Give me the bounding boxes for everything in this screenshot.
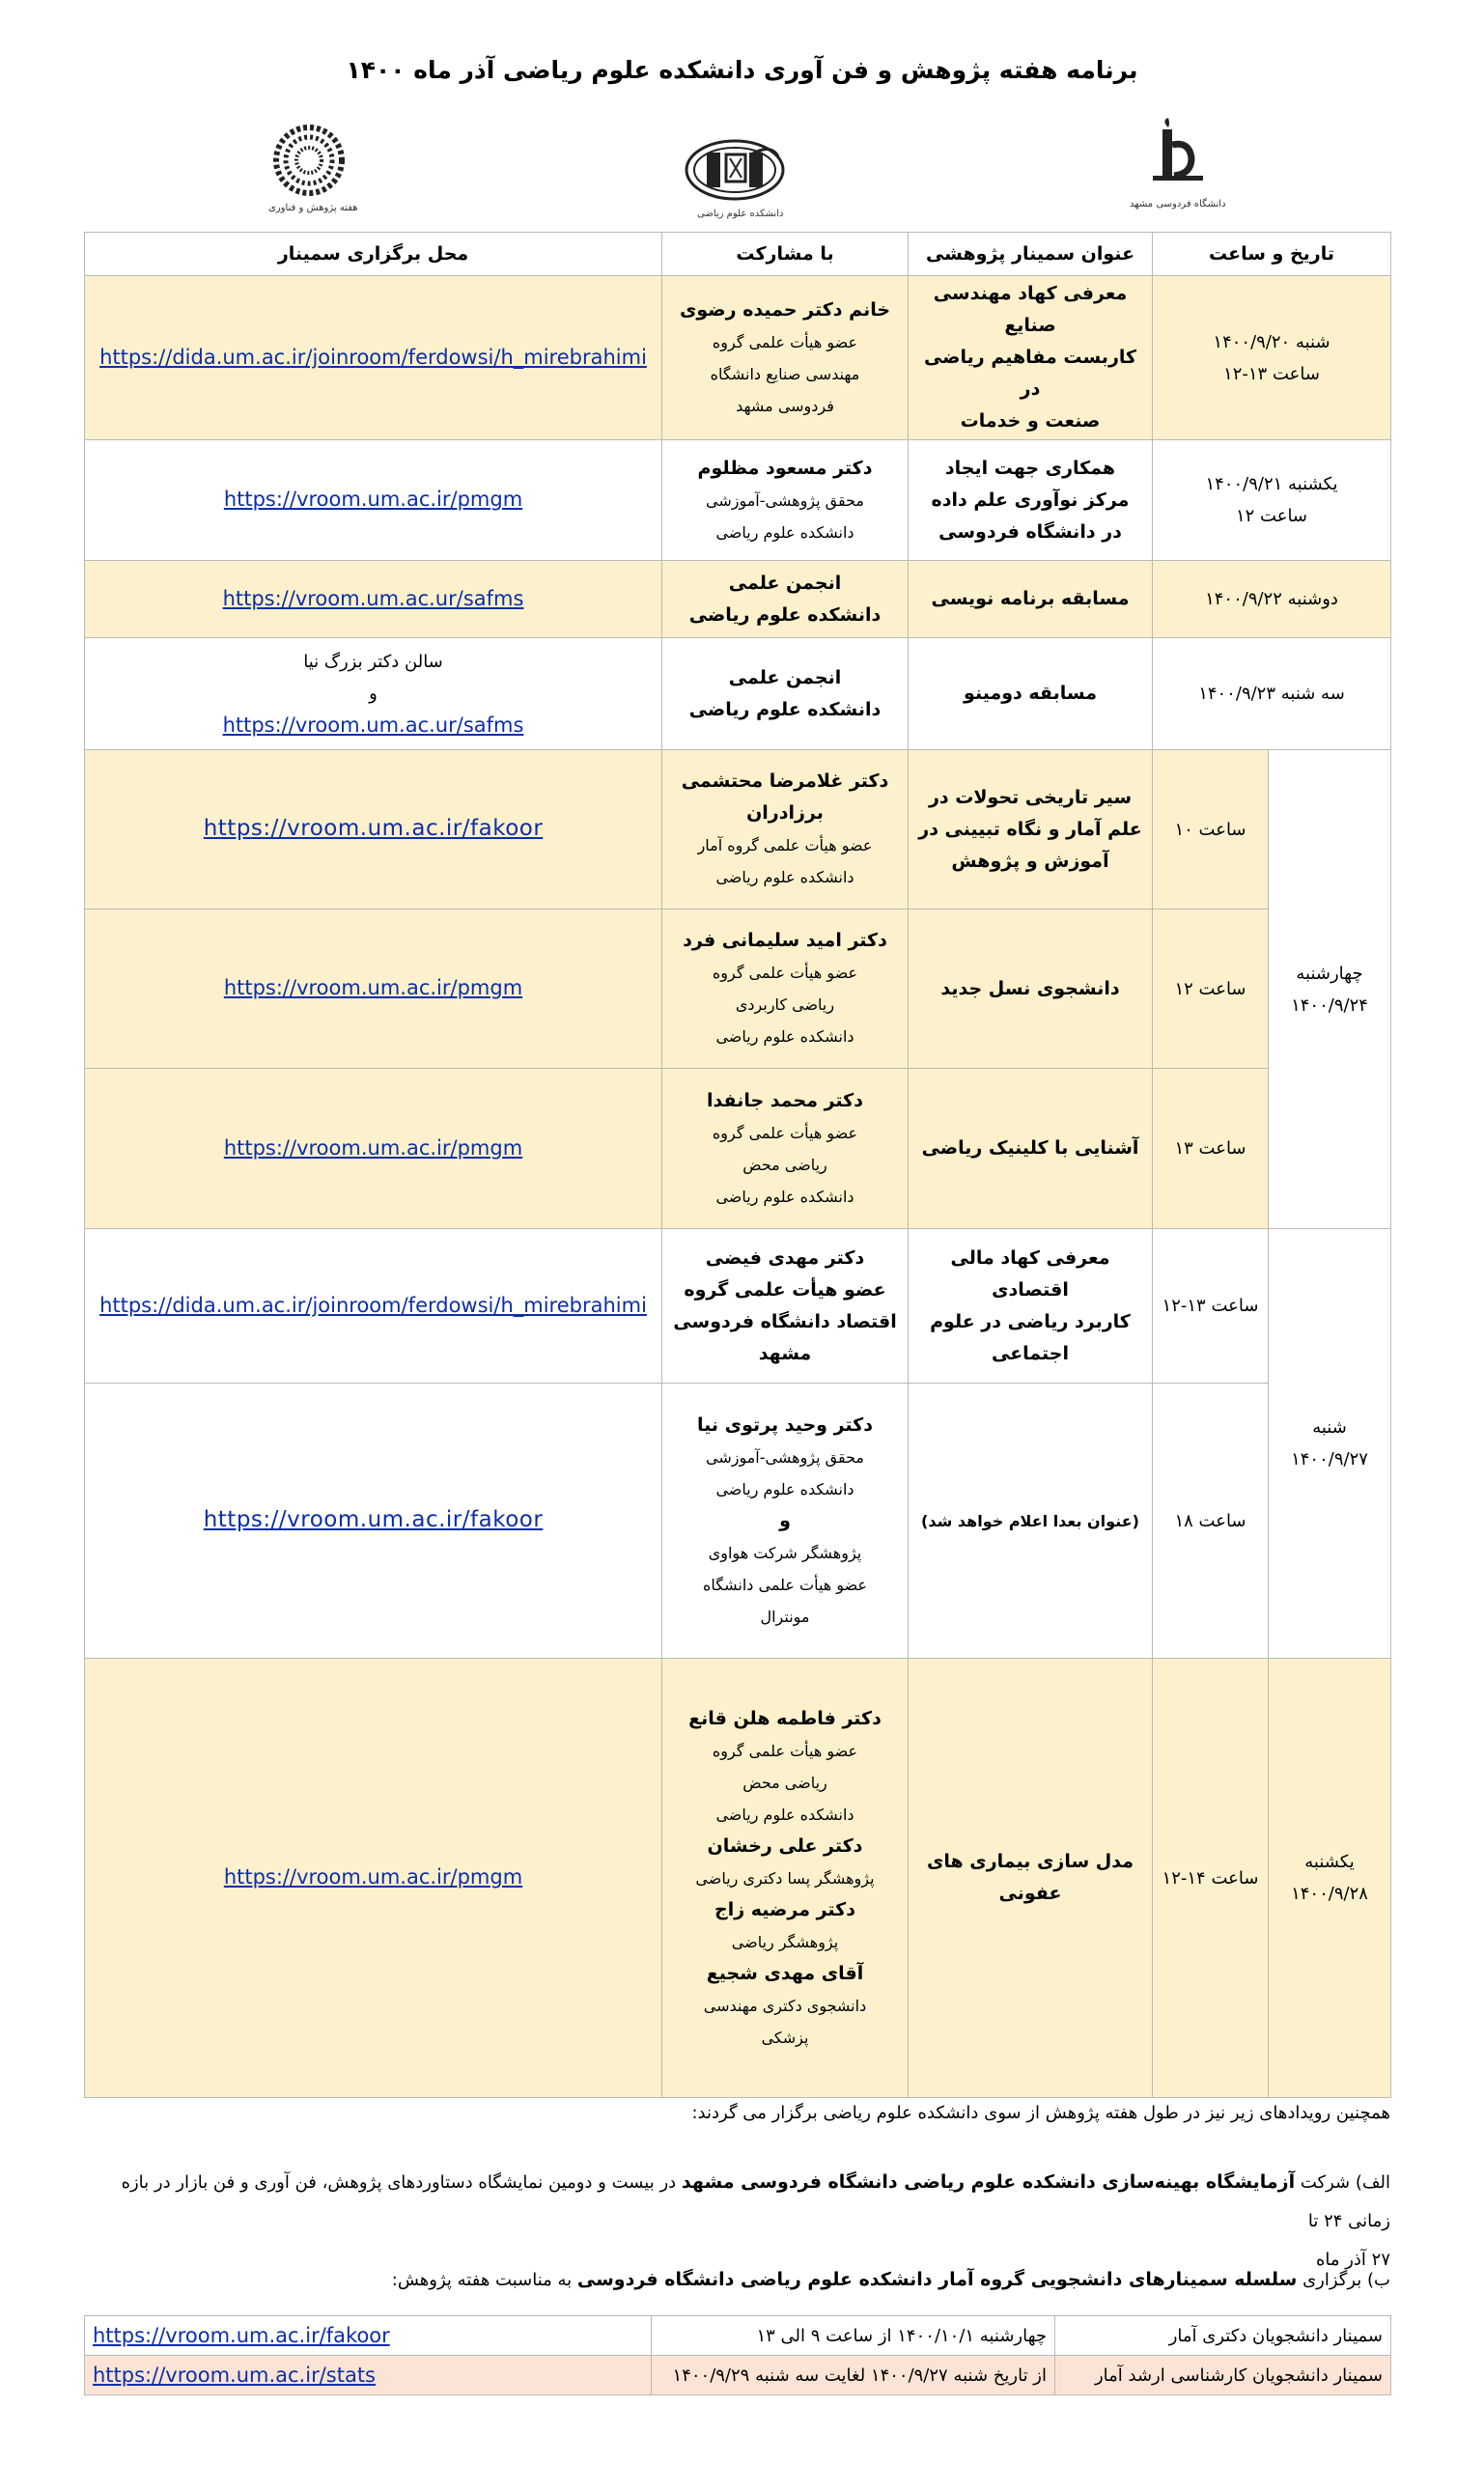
speaker-info: عضو هیأت علمی گروه [712, 964, 858, 982]
day-text: یکشنبه [1304, 1852, 1355, 1872]
speaker-info: دانشکده علوم ریاضی [715, 868, 854, 886]
note-a-line2: ۲۷ آذر ماه [1315, 2250, 1390, 2270]
venue-cell [85, 1229, 662, 1384]
speaker-name: دکتر علی رخشان [707, 1834, 863, 1857]
date-text: ۱۴۰۰/۹/۲۸ [1291, 1884, 1368, 1904]
speaker-name: دکتر وحید پرتوی نیا [697, 1413, 873, 1436]
topic-cell [909, 1069, 1153, 1229]
seminar-link[interactable]: https://vroom.um.ac.ir/stats [93, 2364, 376, 2387]
topic-line: معرفی کهاد مالی [950, 1246, 1110, 1269]
speaker-name: دکتر مهدی فیضی [705, 1246, 865, 1269]
venue-cell [85, 638, 662, 750]
speaker-info: مهندسی صنایع دانشگاه [710, 364, 860, 383]
speaker-name: دکتر امید سلیمانی فرد [683, 930, 887, 951]
time-text: ساعت ۱۳-۱۲ [1162, 1296, 1259, 1316]
table-header-row [85, 233, 1391, 276]
date-cell [1153, 440, 1391, 561]
day-text: شنبه [1312, 1417, 1347, 1438]
date-text: ۱۴۰۰/۹/۲۷ [1291, 1449, 1368, 1469]
speaker-info: دانشجوی دکتری مهندسی [703, 1996, 867, 2015]
table-row [85, 1384, 1391, 1659]
header-date: تاریخ و ساعت [1153, 233, 1391, 276]
topic-line: همکاری جهت ایجاد [944, 457, 1116, 479]
seminar-time: از تاریخ شنبه ۱۴۰۰/۹/۲۷ لغایت سه شنبه ۱۴۰۰/۹/۲۹ [652, 2356, 1055, 2395]
speaker-info: عضو هیأت علمی گروه آمار [697, 836, 873, 854]
venue-link[interactable]: https://vroom.um.ac.ir/pmgm [223, 1135, 523, 1160]
participants-cell [662, 1229, 909, 1384]
table-row [85, 440, 1391, 561]
venue-link[interactable]: https://vroom.um.ac.ir/pmgm [223, 1865, 523, 1889]
speaker-info: پژوهشگر پسا دکتری ریاضی [695, 1868, 875, 1888]
table-row [85, 1229, 1391, 1384]
venue-link[interactable]: https://dida.um.ac.ir/joinroom/ferdowsi/h_mirebrahimi [99, 345, 647, 369]
note-b-bold: سلسله سمینارهای دانشجویی گروه آمار دانشکده علوم ریاضی دانشگاه فردوسی [576, 2269, 1298, 2290]
day-cell [1269, 1229, 1391, 1659]
date-cell [1153, 638, 1391, 750]
venue-cell [85, 561, 662, 638]
speaker-info: محقق پژوهشی-آموزشی [706, 1447, 864, 1467]
participants-cell [662, 750, 909, 910]
table-row [85, 561, 1391, 638]
seminar-name: سمینار دانشجویان دکتری آمار [1055, 2316, 1391, 2356]
speaker-name: دکتر غلامرضا محتشمی [681, 770, 889, 792]
venue-link[interactable]: https://dida.um.ac.ir/joinroom/ferdowsi/h_mirebrahimi [99, 1293, 647, 1317]
table-row [85, 276, 1391, 440]
topic-cell [909, 750, 1153, 910]
topic-cell [909, 440, 1153, 561]
speaker-name: خانم دکتر حمیده رضوی [679, 298, 891, 321]
header-participants: با مشارکت [662, 233, 909, 276]
venue-link[interactable]: https://vroom.um.ac.ir/fakoor [203, 816, 544, 841]
seminar-link-cell [85, 2356, 652, 2395]
time-cell [1153, 1069, 1269, 1229]
speaker-name: انجمن علمی [728, 572, 842, 594]
time-text: ساعت ۱۲ [1235, 506, 1308, 526]
math-faculty-logo [682, 133, 788, 214]
time-cell [1153, 910, 1269, 1069]
speaker-info: عضو هیأت علمی گروه [712, 1741, 858, 1760]
date-cell [1153, 561, 1391, 638]
speaker-info: ریاضی محض [742, 1155, 827, 1174]
venue-cell [85, 440, 662, 561]
topic-line: آشنایی با کلینیک ریاضی [921, 1137, 1139, 1159]
speaker-name: عضو هیأت علمی گروه [684, 1278, 886, 1301]
topic-line: سیر تاریخی تحولات در [928, 786, 1133, 808]
topic-line: اجتماعی [991, 1342, 1070, 1364]
seminar-name: سمینار دانشجویان کارشناسی ارشد آمار [1055, 2356, 1391, 2395]
date-text: ۱۴۰۰/۹/۲۴ [1291, 994, 1368, 1016]
topic-cell [909, 1384, 1153, 1659]
speaker-name: دکتر مسعود مظلوم [697, 457, 873, 479]
day-text: چهارشنبه [1296, 963, 1363, 984]
venue-link[interactable]: https://vroom.um.ac.ur/safms [222, 713, 524, 737]
speaker-info: فردوسی مشهد [736, 396, 834, 415]
note-b [392, 2269, 1390, 2290]
participants-cell [662, 910, 909, 1069]
topic-line: کاربرد ریاضی در علوم [930, 1310, 1131, 1332]
note-b-prefix: ب) برگزاری [1302, 2270, 1390, 2290]
table-row [85, 1069, 1391, 1229]
venue-cell [85, 750, 662, 910]
participants-cell [662, 561, 909, 638]
speaker-name: برزادران [746, 802, 824, 824]
table-row [85, 910, 1391, 1069]
speaker-info: دانشکده علوم ریاضی [715, 1479, 854, 1498]
ferdowsi-logo-text: دانشگاه فردوسی مشهد [1130, 199, 1226, 210]
topic-cell [909, 638, 1153, 750]
header-venue: محل برگزاری سمینار [85, 233, 662, 276]
speaker-name: دانشکده علوم ریاضی [688, 698, 882, 720]
venue-cell [85, 276, 662, 440]
participants-cell [662, 638, 909, 750]
math-faculty-logo-text: دانشکده علوم ریاضی [697, 209, 784, 219]
speaker-info: پژوهشگر ریاضی [731, 1932, 839, 1951]
speaker-name: اقتصاد دانشگاه فردوسی [673, 1310, 897, 1332]
participants-cell [662, 440, 909, 561]
participants-cell [662, 1069, 909, 1229]
speaker-name: دکتر فاطمه هلن قانع [688, 1707, 882, 1729]
topic-line: (عنوان بعدا اعلام خواهد شد) [921, 1511, 1139, 1530]
topic-line: مسابقه دومینو [964, 683, 1097, 704]
note-a [94, 2163, 1390, 2280]
topic-line: عفونی [998, 1883, 1062, 1904]
topic-line: صنایع [1004, 315, 1056, 336]
speaker-info: دانشکده علوم ریاضی [715, 522, 854, 542]
topic-cell [909, 1229, 1153, 1384]
table-row [85, 2316, 1391, 2356]
speaker-info: ریاضی کاربردی [735, 995, 835, 1014]
venue-cell [85, 1384, 662, 1659]
topic-line: مدل سازی بیماری های [926, 1851, 1134, 1872]
ferdowsi-logo-icon [1139, 116, 1217, 193]
time-cell [1153, 1229, 1269, 1384]
time-text: ساعت ۱۰ [1174, 819, 1246, 840]
time-text: ساعت ۱۳ [1174, 1138, 1246, 1159]
schedule-table [84, 232, 1391, 2098]
note-a-bold: آزمایشگاه بهینه‌سازی دانشکده علوم ریاضی دانشگاه فردوسی مشهد [681, 2171, 1296, 2193]
participants-cell [662, 276, 909, 440]
speaker-info: دانشکده علوم ریاضی [715, 1805, 854, 1824]
topic-line: مرکز نوآوری علم داده [931, 489, 1130, 511]
table-row [85, 2356, 1391, 2395]
topic-line: صنعت و خدمات [960, 410, 1101, 432]
time-cell [1153, 750, 1269, 910]
speaker-name: مشهد [758, 1342, 812, 1364]
speaker-info: عضو هیأت علمی گروه [712, 1123, 858, 1142]
topic-line: آموزش و پژوهش [951, 850, 1109, 872]
page-title: برنامه هفته پژوهش و فن آوری دانشکده علوم ریاضی آذر ماه ۱۴۰۰ [346, 56, 1138, 84]
speaker-info: عضو هیأت علمی دانشگاه [703, 1575, 867, 1594]
math-faculty-logo-icon [682, 133, 788, 214]
date-text: شنبه ۱۴۰۰/۹/۲۰ [1213, 331, 1330, 352]
header-topic: عنوان سمینار پژوهشی [909, 233, 1153, 276]
table-row [85, 1659, 1391, 2098]
speaker-info: مونترال [760, 1607, 810, 1626]
seminar-link-cell [85, 2316, 652, 2356]
topic-cell [909, 276, 1153, 440]
participants-cell [662, 1384, 909, 1659]
speaker-info: دانشکده علوم ریاضی [715, 1027, 854, 1046]
speaker-name: دکتر محمد جانفدا [707, 1089, 863, 1111]
speaker-info: عضو هیأت علمی گروه [712, 332, 858, 351]
topic-line: معرفی کهاد مهندسی [933, 283, 1128, 304]
notes-intro: همچنین رویدادهای زیر نیز در طول هفته پژوهش از سوی دانشکده علوم ریاضی برگزار می گردند: [691, 2103, 1390, 2123]
seminar-time: چهارشنبه ۱۴۰۰/۱۰/۱ از ساعت ۹ الی ۱۳ [652, 2316, 1055, 2356]
speaker-info: ریاضی محض [742, 1773, 827, 1792]
venue-cell [85, 910, 662, 1069]
venue-cell [85, 1659, 662, 2098]
time-text: ساعت ۱۸ [1174, 1510, 1246, 1531]
topic-line: علم آمار و نگاه تبیینی در [918, 818, 1142, 840]
date-text: دوشنبه ۱۴۰۰/۹/۲۲ [1205, 589, 1338, 609]
time-text: ساعت ۱۲ [1174, 978, 1246, 999]
topic-cell [909, 561, 1153, 638]
table-row [85, 638, 1391, 750]
time-cell [1153, 1659, 1269, 2098]
speaker-info: پژوهشگر شرکت هواوی [708, 1543, 862, 1562]
ferdowsi-university-logo [1139, 116, 1217, 193]
venue-cell [85, 1069, 662, 1229]
note-a-prefix: الف) شرکت [1300, 2172, 1390, 2193]
venue-link[interactable]: https://vroom.um.ac.ur/safms [222, 586, 524, 610]
speaker-name: دانشکده علوم ریاضی [688, 603, 882, 626]
speaker-name: انجمن علمی [728, 666, 842, 688]
note-a-rest: در بیست و دومین نمایشگاه دستاوردهای پژوهش، فن آوری و فن بازار در بازه زمانی ۲۴ تا [121, 2172, 1390, 2231]
seminar-link[interactable]: https://vroom.um.ac.ir/fakoor [93, 2324, 390, 2347]
venue-and: و [369, 683, 378, 704]
participants-cell [662, 1659, 909, 2098]
date-text: سه شنبه ۱۴۰۰/۹/۲۳ [1198, 684, 1345, 704]
topic-line: در دانشگاه فردوسی [938, 520, 1122, 543]
table-row [85, 750, 1391, 910]
speaker-info: دانشکده علوم ریاضی [715, 1187, 854, 1206]
speaker-name: آقای مهدی شجیع [706, 1962, 864, 1984]
venue-link[interactable]: https://vroom.um.ac.ir/pmgm [223, 488, 523, 511]
research-week-logo-icon [270, 122, 348, 199]
day-cell [1269, 750, 1391, 1229]
time-cell [1153, 1384, 1269, 1659]
speaker-info: محقق پژوهشی-آموزشی [706, 490, 864, 510]
speaker-info: پزشکی [761, 2028, 809, 2047]
date-text: یکشنبه ۱۴۰۰/۹/۲۱ [1205, 474, 1338, 494]
speaker-and: و [779, 1509, 791, 1531]
time-text: ساعت ۱۴-۱۲ [1162, 1867, 1259, 1889]
speaker-name: دکتر مرضیه زاج [714, 1898, 855, 1920]
topic-line: دانشجوی نسل جدید [940, 977, 1120, 999]
day-cell [1269, 1659, 1391, 2098]
topic-cell [909, 1659, 1153, 2098]
date-cell [1153, 276, 1391, 440]
research-week-logo-text: هفته پژوهش و فناوری [268, 203, 358, 213]
time-text: ساعت ۱۳-۱۲ [1223, 363, 1320, 384]
topic-line: کاربست مفاهیم ریاضی در [923, 347, 1137, 400]
venue-hall: سالن دکتر بزرگ نیا [303, 651, 443, 672]
note-b-rest: به مناسبت هفته پژوهش: [391, 2270, 573, 2290]
seminars-table [84, 2315, 1391, 2395]
topic-line: اقتصادی [992, 1278, 1069, 1301]
research-week-logo [270, 122, 348, 199]
topic-cell [909, 910, 1153, 1069]
venue-link[interactable]: https://vroom.um.ac.ir/pmgm [223, 976, 523, 999]
venue-link[interactable]: https://vroom.um.ac.ir/fakoor [203, 1507, 544, 1532]
topic-line: مسابقه برنامه نویسی [931, 588, 1130, 609]
